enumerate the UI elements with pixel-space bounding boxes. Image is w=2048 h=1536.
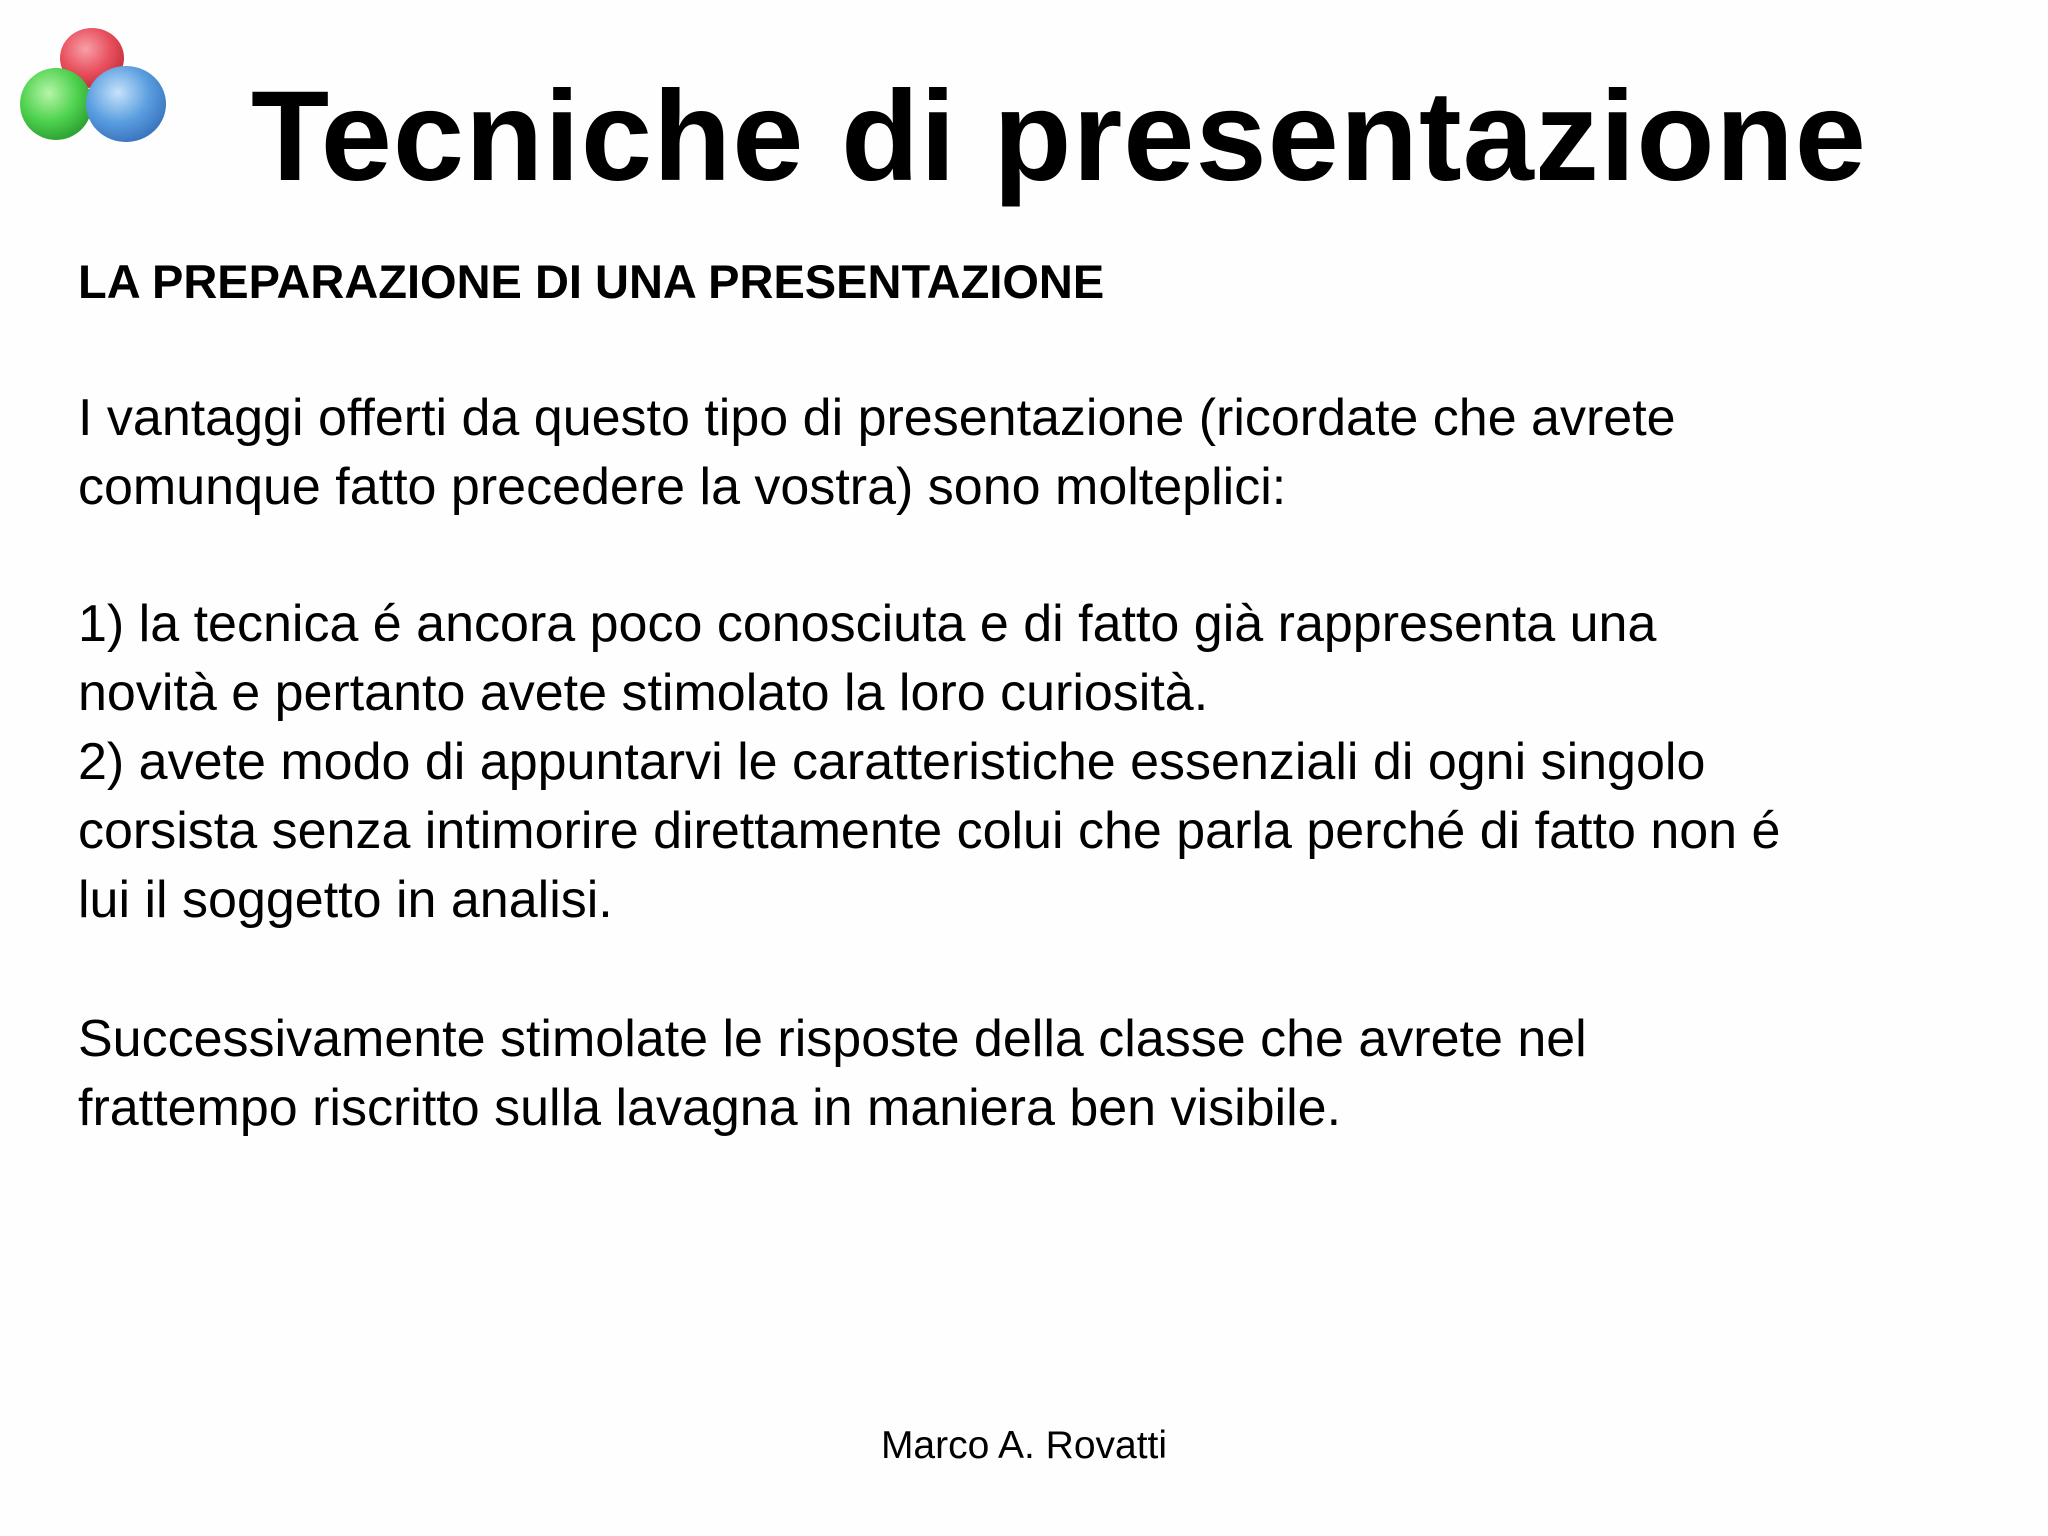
intro-paragraph: I vantaggi offerti da questo tipo di presentazione (ricordate che avrete comunque fatto precedere la vostra) sono molteplici: [78,389,1676,516]
closing-paragraph: Successivamente stimolate le risposte della classe che avrete nel frattempo riscritto sulla lavagna in maniera ben visibile. [78,1010,1587,1137]
slide-body [78,250,2008,1143]
footer-author: Marco A. Rovatti [880,1424,1168,1467]
section-subheading: LA PREPARAZIONE DI UNA PRESENTAZIONE [78,255,1105,308]
point-1: 1) la tecnica é ancora poco conosciuta e di fatto già rappresenta una novità e pertanto avete stimolato la loro curiosità. [78,595,1657,722]
point-2: 2) avete modo di appuntarvi le caratteristiche essenziali di ogni singolo corsista senza intimorire direttamente colui che parla perché di fatto non é lui il soggetto in analisi. [78,733,1781,929]
slide-title: Tecniche di presentazione [251,65,1867,208]
